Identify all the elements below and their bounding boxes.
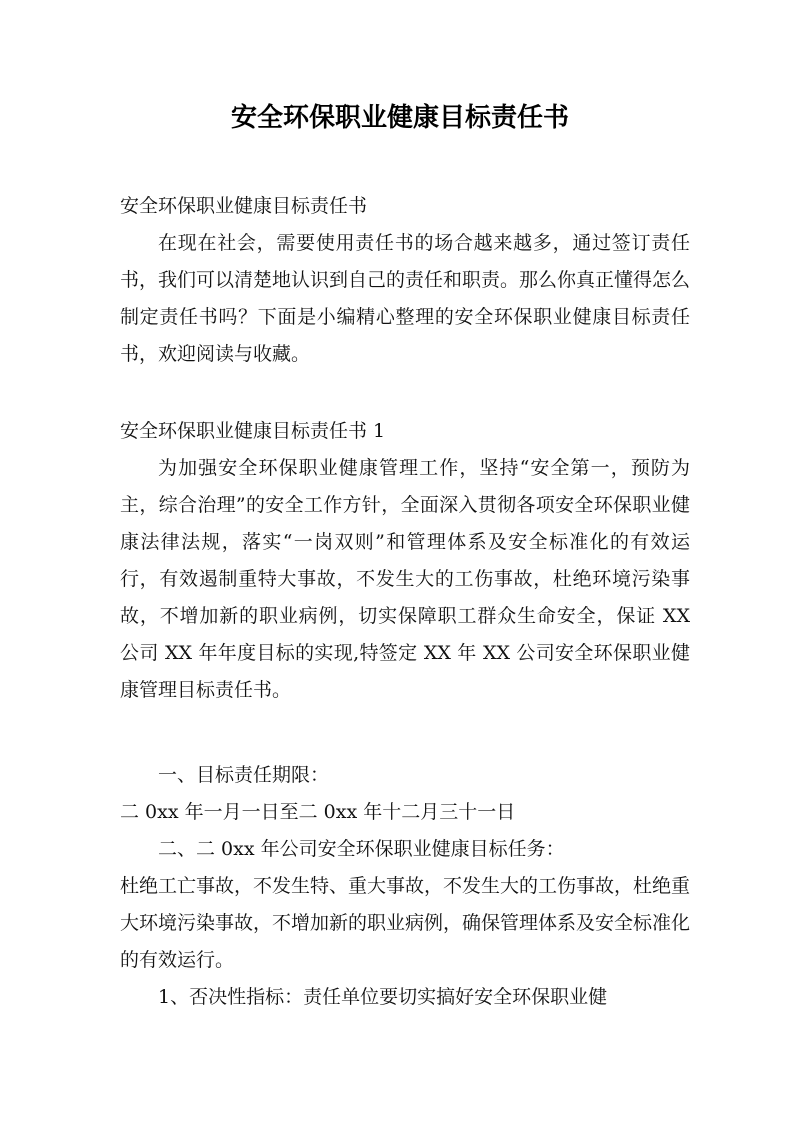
item-1-period: 二 0xx 年一月一日至二 0xx 年十二月三十一日 bbox=[120, 801, 516, 823]
spacer bbox=[120, 709, 690, 757]
item-2-sub-1: 1、否决性指标：责任单位要切实搞好安全环保职业健 bbox=[158, 986, 608, 1008]
item-1-heading: 一、目标责任期限： bbox=[158, 764, 330, 786]
spacer bbox=[120, 373, 690, 413]
item-2-heading: 二、二 0xx 年公司安全环保职业健康目标任务： bbox=[158, 838, 565, 860]
document-body bbox=[120, 188, 690, 1016]
section-1-heading: 安全环保职业健康目标责任书 1 bbox=[120, 420, 386, 442]
section-1-paragraph: 为加强安全环保职业健康管理工作，坚持“安全第一，预防为主，综合治理”的安全工作方针，全面深入贯彻各项安全环保职业健康法律法规，落实“一岗双则”和管理体系及安全标准化的有效运行，有效遏制重特大事故，不发生大的工伤事故，杜绝环境污染事故，不增加新的职业病例，切实保障职工群众生命安全，保证 XX 公司 XX 年年度目标的实现,特签定 XX 年 XX 公司安全环保职业健康管理目标责任书。 bbox=[120, 457, 690, 701]
document-title: 安全环保职业健康目标责任书 bbox=[230, 103, 569, 133]
intro-heading: 安全环保职业健康目标责任书 bbox=[120, 195, 368, 217]
item-2-text: 杜绝工亡事故，不发生特、重大事故，不发生大的工伤事故，杜绝重大环境污染事故，不增加新的职业病例，确保管理体系及安全标准化的有效运行。 bbox=[120, 875, 691, 971]
intro-paragraph: 在现在社会，需要使用责任书的场合越来越多，通过签订责任书，我们可以清楚地认识到自己的责任和职责。那么你真正懂得怎么制定责任书吗？下面是小编精心整理的安全环保职业健康目标责任书，欢迎阅读与收藏。 bbox=[120, 232, 691, 365]
